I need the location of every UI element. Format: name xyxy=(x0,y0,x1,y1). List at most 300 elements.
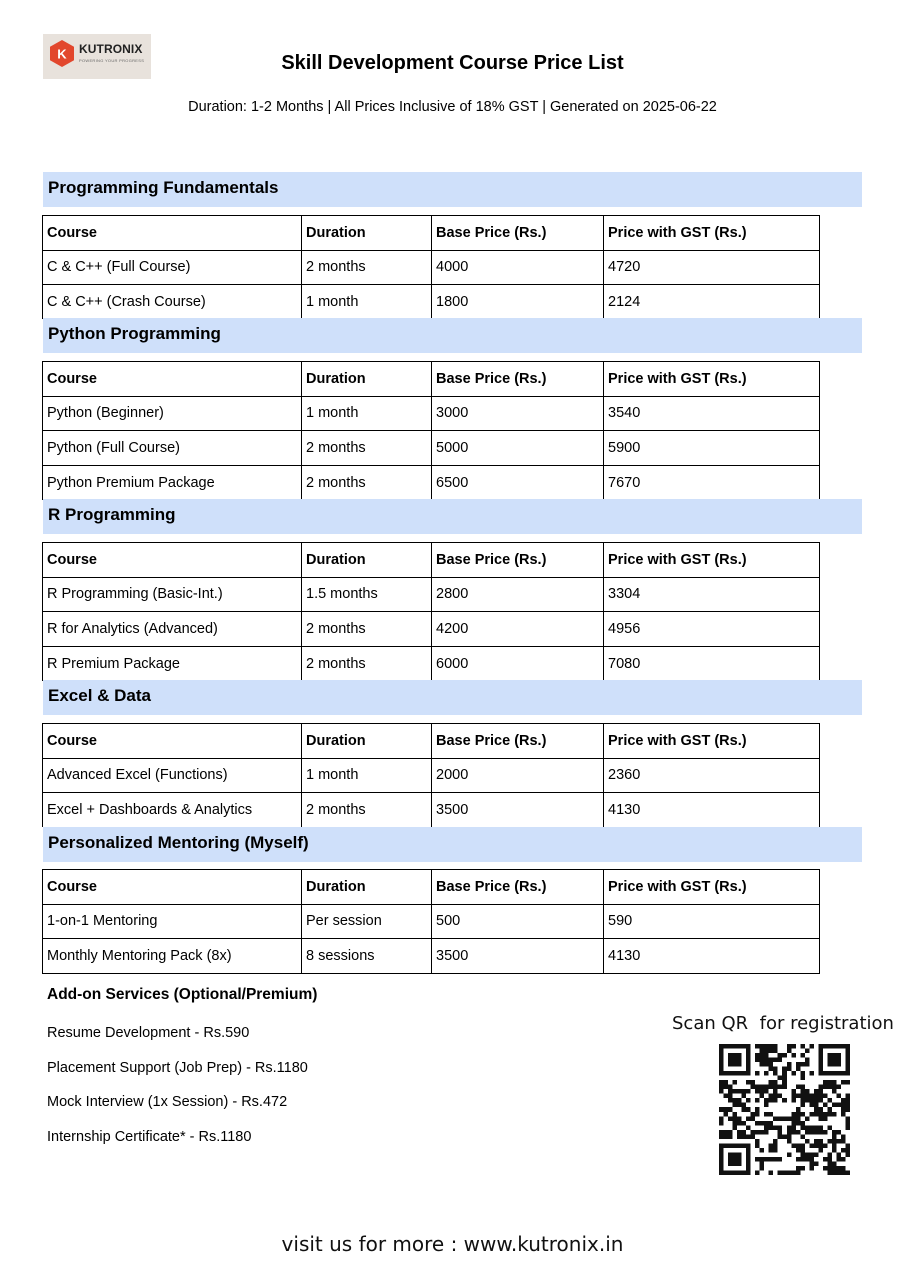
base-price: 3500 xyxy=(432,793,604,828)
qr-module xyxy=(737,1098,742,1103)
qr-module xyxy=(755,1058,760,1063)
table-header-row xyxy=(43,216,820,251)
qr-module xyxy=(814,1125,819,1130)
qr-module xyxy=(809,1112,814,1117)
qr-module xyxy=(773,1085,778,1090)
qr-module xyxy=(805,1125,810,1130)
qr-module xyxy=(809,1103,814,1108)
qr-module xyxy=(782,1076,787,1081)
header-duration: Duration xyxy=(302,216,432,251)
gst-price: 4720 xyxy=(604,250,820,285)
qr-module xyxy=(782,1067,787,1072)
qr-module xyxy=(805,1152,810,1157)
qr-module xyxy=(764,1085,769,1090)
qr-module xyxy=(809,1130,814,1135)
qr-module xyxy=(805,1098,810,1103)
qr-module xyxy=(841,1103,846,1108)
qr-module xyxy=(791,1112,796,1117)
qr-module xyxy=(719,1161,724,1166)
qr-module xyxy=(733,1152,738,1157)
qr-module xyxy=(728,1089,733,1094)
qr-module xyxy=(719,1044,724,1049)
qr-module xyxy=(800,1089,805,1094)
qr-module xyxy=(764,1098,769,1103)
qr-module xyxy=(755,1157,760,1162)
course-duration: 1 month xyxy=(302,396,432,431)
qr-module xyxy=(818,1071,823,1076)
qr-module xyxy=(746,1143,751,1148)
qr-module xyxy=(800,1143,805,1148)
price-table-programming-fundamentals xyxy=(42,215,820,319)
qr-module xyxy=(746,1161,751,1166)
qr-module xyxy=(733,1089,738,1094)
qr-module xyxy=(769,1112,774,1117)
qr-module xyxy=(728,1062,733,1067)
qr-module xyxy=(746,1080,751,1085)
registration-qr-code[interactable] xyxy=(719,1044,850,1175)
header-course: Course xyxy=(43,870,302,905)
qr-module xyxy=(778,1125,783,1130)
table-row xyxy=(43,793,820,828)
section-title-python-programming: Python Programming xyxy=(43,318,862,353)
qr-module xyxy=(728,1071,733,1076)
course-duration: 1.5 months xyxy=(302,577,432,612)
header-duration: Duration xyxy=(302,362,432,397)
qr-module xyxy=(841,1166,846,1171)
qr-module xyxy=(755,1139,760,1144)
qr-module xyxy=(737,1121,742,1126)
qr-module xyxy=(818,1044,823,1049)
qr-module xyxy=(737,1134,742,1139)
qr-module xyxy=(832,1161,837,1166)
qr-module xyxy=(827,1170,832,1175)
qr-module xyxy=(764,1071,769,1076)
logo-name: KUTRONIX xyxy=(79,42,143,56)
section-title-excel-data: Excel & Data xyxy=(43,680,862,715)
qr-module xyxy=(827,1125,832,1130)
qr-module xyxy=(733,1062,738,1067)
qr-module xyxy=(751,1116,756,1121)
course-name: R for Analytics (Advanced) xyxy=(43,612,302,647)
table-row xyxy=(43,465,820,500)
qr-module xyxy=(746,1157,751,1162)
gst-price: 2360 xyxy=(604,758,820,793)
qr-module xyxy=(733,1125,738,1130)
qr-module xyxy=(719,1085,724,1090)
qr-module xyxy=(832,1062,837,1067)
qr-module xyxy=(841,1044,846,1049)
gst-price: 2124 xyxy=(604,285,820,320)
qr-module xyxy=(719,1148,724,1153)
qr-module xyxy=(836,1094,841,1099)
qr-module xyxy=(769,1121,774,1126)
qr-module xyxy=(724,1130,729,1135)
qr-module xyxy=(769,1125,774,1130)
logo-letter: K xyxy=(57,46,67,62)
qr-module xyxy=(827,1139,832,1144)
header-course: Course xyxy=(43,724,302,759)
qr-module xyxy=(845,1049,850,1054)
header-gst-price: Price with GST (Rs.) xyxy=(604,543,820,578)
gst-price: 590 xyxy=(604,904,820,939)
course-duration: 2 months xyxy=(302,793,432,828)
qr-module xyxy=(773,1049,778,1054)
qr-module xyxy=(827,1161,832,1166)
price-table-personalized-mentoring xyxy=(42,869,820,974)
course-duration: 1 month xyxy=(302,285,432,320)
qr-module xyxy=(805,1062,810,1067)
qr-module xyxy=(814,1098,819,1103)
qr-module xyxy=(832,1085,837,1090)
qr-module xyxy=(827,1107,832,1112)
qr-module xyxy=(796,1085,801,1090)
page-subtitle: Duration: 1-2 Months | All Prices Inclusive of 18% GST | Generated on 2025-06-22 xyxy=(188,99,717,115)
qr-module xyxy=(746,1134,751,1139)
qr-module xyxy=(823,1080,828,1085)
qr-module xyxy=(773,1071,778,1076)
qr-module xyxy=(800,1152,805,1157)
qr-module xyxy=(733,1071,738,1076)
qr-module xyxy=(818,1058,823,1063)
qr-module xyxy=(742,1044,747,1049)
price-table-python-programming xyxy=(42,361,820,500)
course-duration: 2 months xyxy=(302,250,432,285)
qr-module xyxy=(791,1121,796,1126)
qr-module xyxy=(845,1148,850,1153)
qr-module xyxy=(773,1148,778,1153)
qr-module xyxy=(823,1143,828,1148)
qr-module xyxy=(742,1094,747,1099)
qr-module xyxy=(836,1103,841,1108)
qr-module xyxy=(746,1152,751,1157)
qr-module xyxy=(818,1089,823,1094)
qr-module xyxy=(845,1044,850,1049)
course-duration: 1 month xyxy=(302,758,432,793)
qr-module xyxy=(728,1044,733,1049)
qr-module xyxy=(755,1085,760,1090)
qr-module xyxy=(796,1094,801,1099)
addon-item: Mock Interview (1x Session) - Rs.472 xyxy=(47,1094,288,1111)
logo-tagline: POWERING YOUR PROGRESS xyxy=(79,58,145,63)
qr-module xyxy=(764,1053,769,1058)
qr-module xyxy=(719,1116,724,1121)
qr-module xyxy=(755,1107,760,1112)
qr-module xyxy=(832,1134,837,1139)
qr-module xyxy=(719,1143,724,1148)
header-gst-price: Price with GST (Rs.) xyxy=(604,724,820,759)
table-row xyxy=(43,904,820,939)
qr-module xyxy=(769,1098,774,1103)
qr-module xyxy=(845,1053,850,1058)
header-gst-price: Price with GST (Rs.) xyxy=(604,216,820,251)
qr-module xyxy=(737,1143,742,1148)
qr-module xyxy=(845,1143,850,1148)
qr-module xyxy=(760,1166,765,1171)
base-price: 500 xyxy=(432,904,604,939)
gst-price: 4956 xyxy=(604,612,820,647)
header-duration: Duration xyxy=(302,543,432,578)
qr-module xyxy=(742,1130,747,1135)
qr-module xyxy=(832,1143,837,1148)
qr-module xyxy=(782,1134,787,1139)
qr-module xyxy=(746,1089,751,1094)
base-price: 1800 xyxy=(432,285,604,320)
qr-module xyxy=(760,1044,765,1049)
qr-module xyxy=(823,1094,828,1099)
qr-module xyxy=(760,1094,765,1099)
qr-module xyxy=(800,1125,805,1130)
course-name: Excel + Dashboards & Analytics xyxy=(43,793,302,828)
qr-module xyxy=(800,1098,805,1103)
addon-item: Internship Certificate* - Rs.1180 xyxy=(47,1129,252,1146)
qr-module xyxy=(805,1157,810,1162)
qr-module xyxy=(737,1152,742,1157)
qr-module xyxy=(823,1130,828,1135)
qr-module xyxy=(773,1098,778,1103)
table-row xyxy=(43,285,820,320)
qr-module xyxy=(796,1116,801,1121)
qr-module xyxy=(773,1058,778,1063)
base-price: 5000 xyxy=(432,431,604,466)
qr-module xyxy=(724,1085,729,1090)
qr-module xyxy=(742,1107,747,1112)
qr-module xyxy=(773,1143,778,1148)
qr-module xyxy=(800,1062,805,1067)
qr-module xyxy=(796,1107,801,1112)
header-base-price: Base Price (Rs.) xyxy=(432,362,604,397)
qr-module xyxy=(827,1152,832,1157)
qr-module xyxy=(800,1103,805,1108)
qr-module xyxy=(733,1103,738,1108)
header-base-price: Base Price (Rs.) xyxy=(432,216,604,251)
qr-module xyxy=(791,1170,796,1175)
qr-module xyxy=(746,1044,751,1049)
header-course: Course xyxy=(43,216,302,251)
qr-module xyxy=(814,1112,819,1117)
qr-module xyxy=(845,1121,850,1126)
qr-module xyxy=(832,1130,837,1135)
course-name: Monthly Mentoring Pack (8x) xyxy=(43,939,302,974)
qr-module xyxy=(787,1130,792,1135)
qr-module xyxy=(724,1080,729,1085)
qr-module xyxy=(733,1112,738,1117)
qr-module xyxy=(737,1053,742,1058)
header-duration: Duration xyxy=(302,870,432,905)
qr-module xyxy=(836,1053,841,1058)
qr-module xyxy=(719,1058,724,1063)
table-header-row xyxy=(43,543,820,578)
qr-module xyxy=(733,1098,738,1103)
qr-module xyxy=(769,1085,774,1090)
qr-module xyxy=(778,1116,783,1121)
table-row xyxy=(43,612,820,647)
qr-module xyxy=(751,1080,756,1085)
qr-module xyxy=(728,1085,733,1090)
qr-module xyxy=(845,1058,850,1063)
qr-module xyxy=(827,1080,832,1085)
qr-module xyxy=(791,1116,796,1121)
gst-price: 3304 xyxy=(604,577,820,612)
qr-module xyxy=(719,1107,724,1112)
qr-module xyxy=(746,1166,751,1171)
qr-module xyxy=(737,1062,742,1067)
base-price: 3000 xyxy=(432,396,604,431)
qr-module xyxy=(719,1080,724,1085)
qr-module xyxy=(845,1094,850,1099)
qr-module xyxy=(845,1071,850,1076)
qr-module xyxy=(724,1143,729,1148)
table-row xyxy=(43,758,820,793)
qr-module xyxy=(845,1116,850,1121)
qr-module xyxy=(728,1157,733,1162)
qr-module xyxy=(832,1080,837,1085)
qr-module xyxy=(733,1121,738,1126)
course-duration: 2 months xyxy=(302,646,432,681)
qr-module xyxy=(841,1170,846,1175)
qr-module xyxy=(823,1112,828,1117)
course-duration: 2 months xyxy=(302,465,432,500)
qr-module xyxy=(787,1139,792,1144)
qr-module xyxy=(760,1049,765,1054)
qr-module xyxy=(836,1130,841,1135)
footer-website-link[interactable]: visit us for more : www.kutronix.in xyxy=(281,1232,624,1256)
qr-module xyxy=(760,1053,765,1058)
qr-module xyxy=(823,1085,828,1090)
qr-module xyxy=(827,1085,832,1090)
qr-module xyxy=(823,1116,828,1121)
qr-module xyxy=(773,1139,778,1144)
header-base-price: Base Price (Rs.) xyxy=(432,870,604,905)
header-gst-price: Price with GST (Rs.) xyxy=(604,870,820,905)
qr-module xyxy=(841,1134,846,1139)
course-duration: 2 months xyxy=(302,431,432,466)
qr-module xyxy=(787,1062,792,1067)
qr-module xyxy=(796,1148,801,1153)
course-duration: Per session xyxy=(302,904,432,939)
qr-module xyxy=(760,1058,765,1063)
qr-module xyxy=(805,1130,810,1135)
qr-module xyxy=(796,1121,801,1126)
qr-module xyxy=(760,1085,765,1090)
qr-module xyxy=(778,1130,783,1135)
course-name: Python (Full Course) xyxy=(43,431,302,466)
qr-module xyxy=(778,1157,783,1162)
table-row xyxy=(43,577,820,612)
addon-services-list xyxy=(47,1025,308,1164)
qr-module xyxy=(787,1116,792,1121)
qr-module xyxy=(719,1053,724,1058)
course-name: R Programming (Basic-Int.) xyxy=(43,577,302,612)
qr-module xyxy=(791,1094,796,1099)
qr-module xyxy=(832,1044,837,1049)
gst-price: 4130 xyxy=(604,793,820,828)
qr-module xyxy=(841,1080,846,1085)
qr-module xyxy=(778,1134,783,1139)
qr-module xyxy=(800,1121,805,1126)
qr-module xyxy=(737,1103,742,1108)
qr-module xyxy=(818,1067,823,1072)
qr-module xyxy=(742,1134,747,1139)
price-table-excel-data xyxy=(42,723,820,827)
course-duration: 8 sessions xyxy=(302,939,432,974)
qr-module xyxy=(728,1170,733,1175)
qr-module xyxy=(764,1103,769,1108)
qr-module xyxy=(818,1062,823,1067)
qr-module xyxy=(782,1053,787,1058)
qr-module xyxy=(832,1103,837,1108)
table-row xyxy=(43,939,820,974)
qr-module xyxy=(746,1071,751,1076)
qr-module xyxy=(832,1053,837,1058)
qr-module xyxy=(724,1044,729,1049)
qr-module xyxy=(737,1044,742,1049)
qr-module xyxy=(746,1107,751,1112)
qr-module xyxy=(841,1148,846,1153)
table-row xyxy=(43,431,820,466)
qr-module xyxy=(769,1049,774,1054)
qr-module xyxy=(742,1170,747,1175)
qr-module xyxy=(742,1143,747,1148)
qr-module xyxy=(769,1148,774,1153)
qr-module xyxy=(818,1098,823,1103)
qr-module xyxy=(809,1152,814,1157)
qr-module xyxy=(746,1062,751,1067)
qr-module xyxy=(809,1166,814,1171)
qr-module xyxy=(836,1152,841,1157)
qr-module xyxy=(827,1062,832,1067)
qr-module xyxy=(751,1085,756,1090)
course-name: C & C++ (Full Course) xyxy=(43,250,302,285)
qr-module xyxy=(809,1161,814,1166)
qr-module xyxy=(769,1080,774,1085)
qr-module xyxy=(746,1098,751,1103)
qr-module xyxy=(805,1139,810,1144)
price-table-r-programming xyxy=(42,542,820,681)
base-price: 4000 xyxy=(432,250,604,285)
header-course: Course xyxy=(43,543,302,578)
qr-module xyxy=(814,1103,819,1108)
qr-module xyxy=(782,1170,787,1175)
qr-module xyxy=(809,1157,814,1162)
qr-module xyxy=(791,1125,796,1130)
qr-module xyxy=(796,1157,801,1162)
qr-module xyxy=(832,1148,837,1153)
qr-module xyxy=(764,1058,769,1063)
base-price: 6000 xyxy=(432,646,604,681)
table-header-row xyxy=(43,362,820,397)
qr-module xyxy=(787,1125,792,1130)
qr-module xyxy=(800,1148,805,1153)
qr-module xyxy=(827,1044,832,1049)
qr-module xyxy=(796,1166,801,1171)
qr-module xyxy=(836,1085,841,1090)
qr-module xyxy=(796,1062,801,1067)
qr-module xyxy=(823,1071,828,1076)
qr-module xyxy=(773,1116,778,1121)
qr-module xyxy=(764,1062,769,1067)
qr-module xyxy=(827,1071,832,1076)
qr-module xyxy=(832,1112,837,1117)
qr-module xyxy=(782,1116,787,1121)
qr-module xyxy=(845,1170,850,1175)
header-base-price: Base Price (Rs.) xyxy=(432,543,604,578)
qr-module xyxy=(836,1170,841,1175)
header-base-price: Base Price (Rs.) xyxy=(432,724,604,759)
course-name: Advanced Excel (Functions) xyxy=(43,758,302,793)
qr-module xyxy=(787,1170,792,1175)
addon-services-title: Add-on Services (Optional/Premium) xyxy=(47,986,318,1003)
qr-module xyxy=(814,1161,819,1166)
